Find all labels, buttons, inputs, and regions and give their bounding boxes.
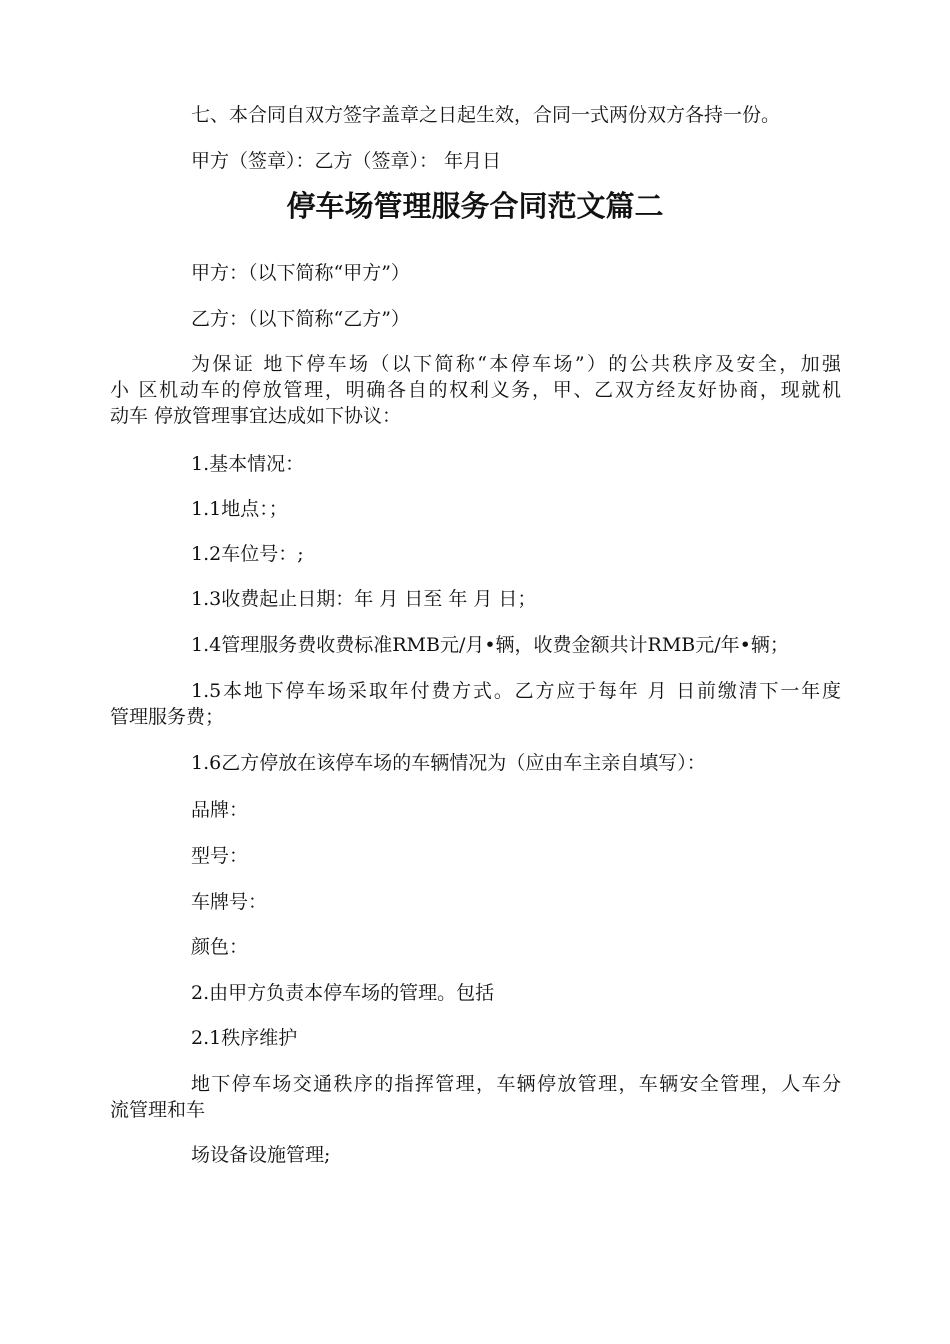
item-1-5-line-2: 管理服务费；: [110, 706, 225, 728]
preamble-line-2: 小 区机动车的停放管理，明确各自的权利义务，甲、乙双方经友好协商，现就机: [110, 379, 841, 401]
vehicle-brand: 品牌：: [191, 799, 249, 821]
vehicle-color: 颜色：: [191, 936, 249, 958]
item-1-6: 1.6乙方停放在该停车场的车辆情况为（应由车主亲自填写）：: [191, 752, 706, 774]
vehicle-plate: 车牌号：: [191, 891, 268, 913]
signature-line: 甲方（签章）：乙方（签章）： 年月日: [191, 150, 502, 172]
section-2-para-line-2: 流管理和车: [110, 1099, 206, 1121]
item-1-5-line-1: 1.5本地下停车场采取年付费方式。乙方应于每年 月 日前缴清下一年度: [191, 680, 841, 702]
preamble-line-1: 为保证 地下停车场（以下简称“本停车场”）的公共秩序及安全，加强: [191, 353, 841, 375]
section-1-heading: 1.基本情况：: [191, 453, 305, 475]
section-2-para-line-1: 地下停车场交通秩序的指挥管理，车辆停放管理，车辆安全管理，人车分: [191, 1073, 841, 1095]
party-b: 乙方：（以下简称“乙方”）: [191, 308, 410, 330]
vehicle-model: 型号：: [191, 845, 249, 867]
clause-7: 七、本合同自双方签字盖章之日起生效，合同一式两份双方各持一份。: [191, 104, 781, 126]
item-1-2: 1.2车位号：;: [191, 543, 304, 565]
item-1-3: 1.3收费起止日期：年 月 日至 年 月 日；: [191, 588, 537, 610]
section-2-para-line-3: 场设备设施管理;: [191, 1144, 331, 1166]
item-1-1: 1.1地点：；: [191, 498, 288, 520]
item-1-4: 1.4管理服务费收费标准RMB元/月•辆，收费金额共计RMB元/年•辆；: [191, 634, 789, 656]
item-2-1: 2.1秩序维护: [191, 1027, 298, 1049]
document-title: 停车场管理服务合同范文篇二: [286, 189, 664, 223]
section-2-heading: 2.由甲方负责本停车场的管理。包括: [191, 982, 495, 1004]
party-a: 甲方：（以下简称“甲方”）: [191, 262, 410, 284]
preamble-line-3: 动车 停放管理事宜达成如下协议：: [110, 405, 402, 427]
